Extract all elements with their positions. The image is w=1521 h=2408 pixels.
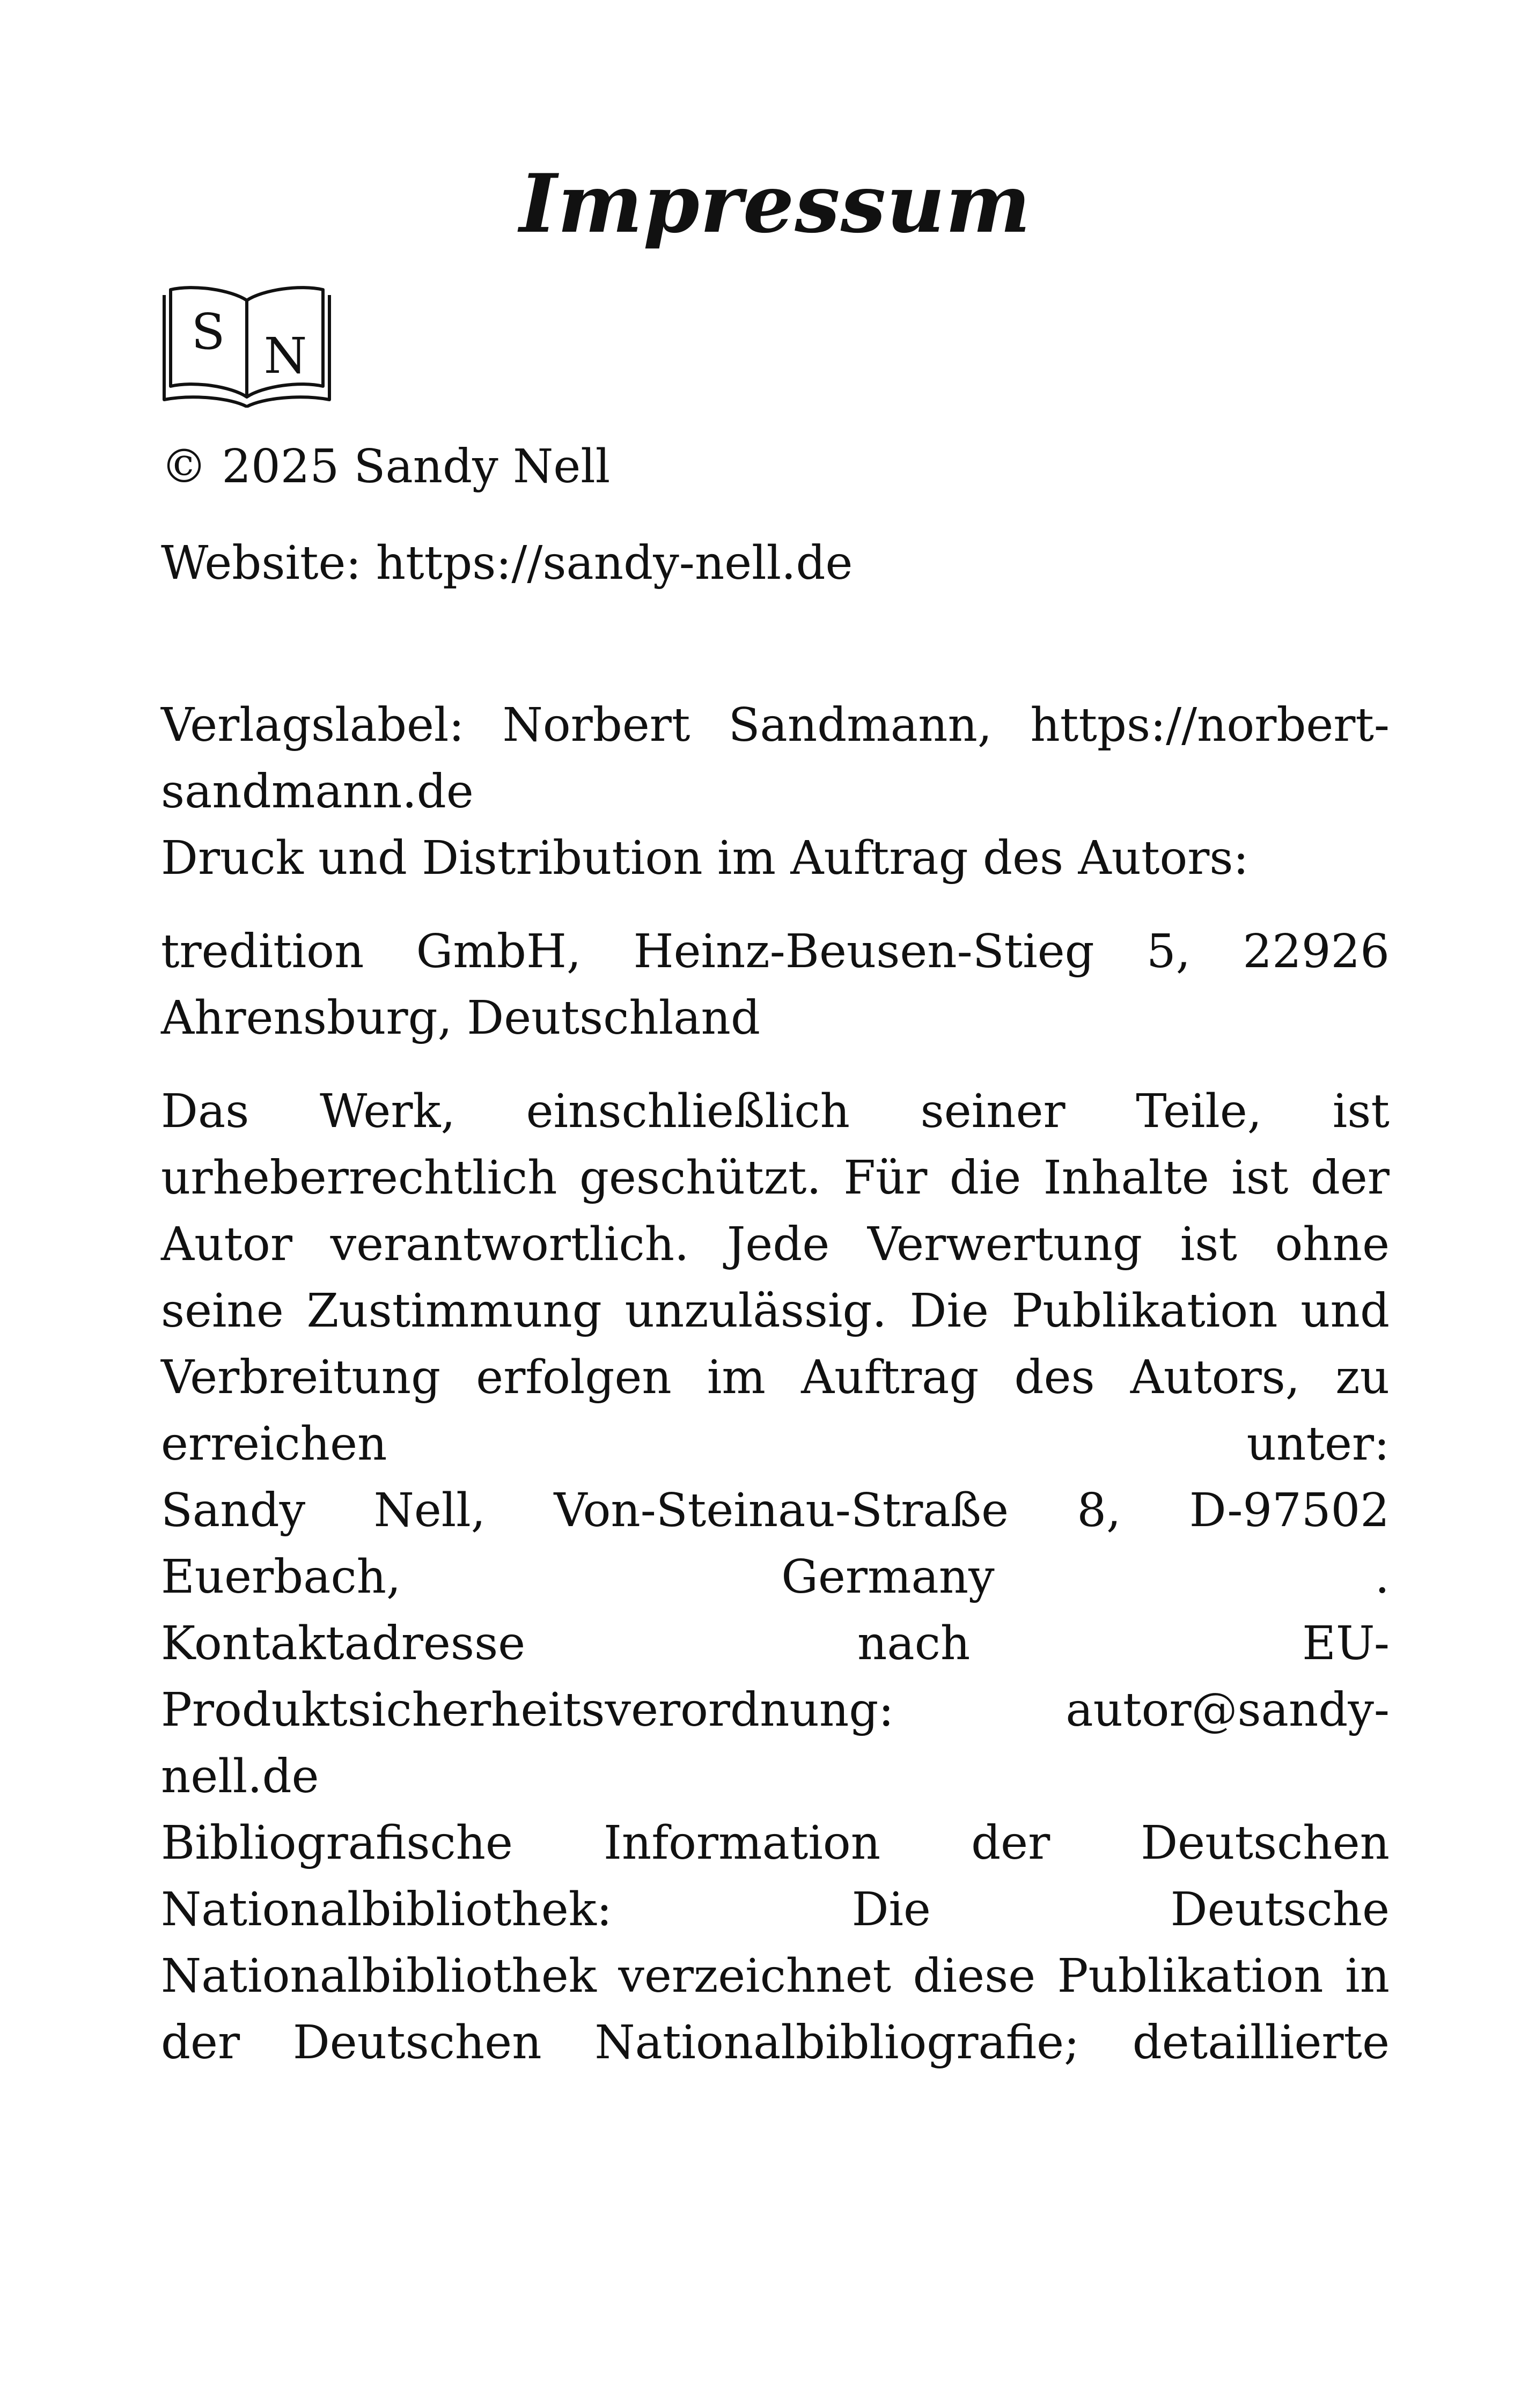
biblio-line (161, 1876, 1390, 1943)
word: Auftrag (801, 1351, 979, 1404)
word: Verwertung (867, 1218, 1143, 1271)
word: Nationalbibliothek (161, 1949, 597, 2003)
word: Publikation (1057, 1949, 1324, 2003)
word: ohne (1275, 1218, 1390, 1271)
word: tredition (161, 925, 364, 978)
word: unter: (1246, 1417, 1390, 1471)
word: detaillierte (1132, 2016, 1390, 2070)
word: 8, (1077, 1484, 1121, 1537)
word: 22926 (1243, 925, 1390, 978)
word: nach (857, 1617, 971, 1670)
word: 5, (1146, 925, 1191, 978)
word: in (1345, 1949, 1390, 2003)
biblio-line (161, 1810, 1390, 1876)
werk-line (161, 1211, 1390, 1278)
word: Nationalbibliografie; (594, 2016, 1079, 2070)
tredition-line-2: Ahrensburg, Deutschland (161, 991, 760, 1045)
word: Information (603, 1816, 881, 1870)
word: GmbH, (416, 925, 582, 978)
word: geschützt. (579, 1151, 821, 1205)
word: erfolgen (476, 1351, 672, 1404)
word: Von-Steinau-Straße (554, 1484, 1009, 1537)
word: der (161, 2016, 240, 2070)
word: zu (1335, 1351, 1390, 1404)
word: Autors, (1130, 1351, 1300, 1404)
word: Das (161, 1085, 249, 1138)
biblio-line (161, 1943, 1390, 2009)
page-title: Impressum (519, 157, 1031, 251)
website-line: Website: https://sandy-nell.de (161, 536, 853, 590)
word: der (1310, 1151, 1390, 1205)
verlag-line-2: sandmann.de (161, 765, 474, 819)
word: Sandmann, (728, 698, 993, 752)
word: Kontaktadresse (161, 1617, 526, 1670)
word: https://norbert- (1030, 698, 1390, 752)
word: Teile, (1136, 1085, 1262, 1138)
logo-letter-s: S (191, 303, 225, 360)
word: Euerbach, (161, 1550, 401, 1604)
word: Deutsche (1170, 1883, 1390, 1936)
open-book-logo-icon (161, 279, 333, 408)
word: Die (909, 1284, 989, 1338)
word: Für (843, 1151, 928, 1205)
word: diese (913, 1949, 1036, 2003)
word: Die (851, 1883, 931, 1936)
verlag-line-1 (161, 692, 1390, 759)
word: Germany (781, 1550, 995, 1604)
word: Nationalbibliothek: (161, 1883, 612, 1936)
werk-line (161, 1477, 1390, 1544)
logo-letter-n: N (263, 327, 307, 385)
word: ist (1180, 1218, 1237, 1271)
word: seiner (920, 1085, 1066, 1138)
word: einschließlich (526, 1085, 850, 1138)
druck-line: Druck und Distribution im Auftrag des Autors: (161, 831, 1249, 885)
word: Bibliografische (161, 1816, 513, 1870)
word: Nell, (373, 1484, 486, 1537)
word: Sandy (161, 1484, 306, 1537)
word: D-97502 (1189, 1484, 1390, 1537)
word: Inhalte (1043, 1151, 1209, 1205)
word: EU- (1302, 1617, 1390, 1670)
word: Jede (726, 1218, 830, 1271)
biblio-line (161, 2009, 1390, 2076)
werk-line (161, 1145, 1390, 1211)
werk-line (161, 1278, 1390, 1344)
word: der (971, 1816, 1050, 1870)
word: Autor (161, 1218, 292, 1271)
word: erreichen (161, 1417, 387, 1471)
word: ist (1332, 1085, 1390, 1138)
word: im (707, 1351, 766, 1404)
werk-line (161, 1344, 1390, 1411)
word: Norbert (502, 698, 690, 752)
werk-line (161, 1544, 1390, 1610)
copyright-line: © 2025 Sandy Nell (161, 440, 611, 494)
word: urheberrechtlich (161, 1151, 557, 1205)
word: unzulässig. (624, 1284, 887, 1338)
word: Deutschen (1141, 1816, 1390, 1870)
werk-line (161, 1610, 1390, 1677)
word: Heinz-Beusen-Stieg (633, 925, 1094, 978)
word: . (1375, 1550, 1390, 1604)
word: Verbreitung (161, 1351, 441, 1404)
werk-last-line: nell.de (161, 1750, 319, 1803)
word: verzeichnet (618, 1949, 892, 2003)
word: Zustimmung (306, 1284, 602, 1338)
word: des (1014, 1351, 1095, 1404)
word: Produktsicherheitsverordnung: (161, 1683, 894, 1737)
tredition-line-1 (161, 918, 1390, 985)
word: die (949, 1151, 1022, 1205)
werk-line (161, 1677, 1390, 1743)
word: verantwortlich. (330, 1218, 689, 1271)
word: Publikation (1011, 1284, 1278, 1338)
word: und (1300, 1284, 1390, 1338)
werk-line (161, 1078, 1390, 1145)
word: Deutschen (292, 2016, 542, 2070)
werk-line (161, 1411, 1390, 1477)
word: Verlagslabel: (161, 698, 465, 752)
word: seine (161, 1284, 284, 1338)
word: Werk, (320, 1085, 455, 1138)
word: autor@sandy- (1066, 1683, 1390, 1737)
word: ist (1231, 1151, 1289, 1205)
